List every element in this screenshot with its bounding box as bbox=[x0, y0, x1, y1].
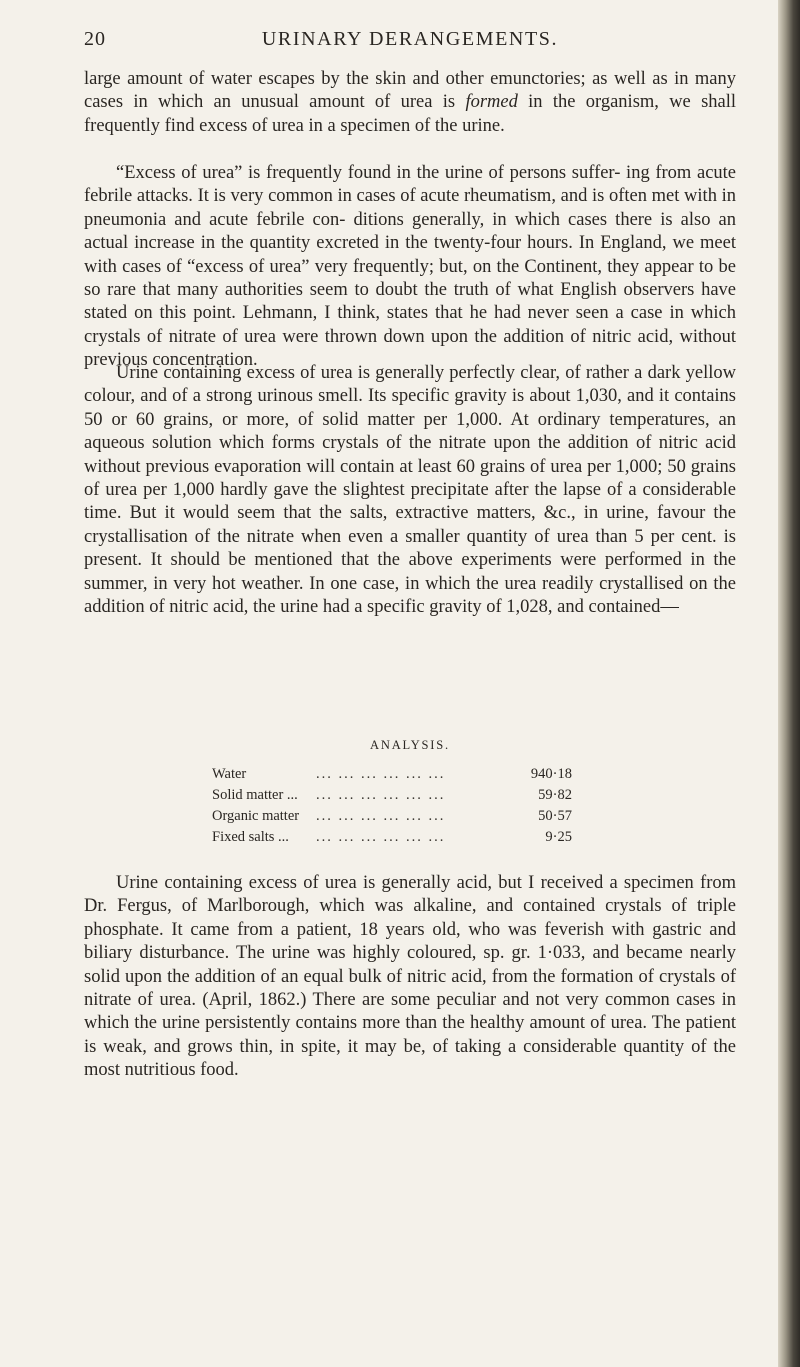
page-number: 20 bbox=[84, 28, 106, 50]
running-title: URINARY DERANGEMENTS. bbox=[261, 28, 559, 50]
paragraph-1-rest: in the organism, we shall frequently find excess of urea in a specimen of the urine. bbox=[84, 92, 737, 136]
page-header bbox=[84, 22, 736, 58]
paragraph-2: “Excess of urea” is frequently found in the urine of persons suffer- ing from acute febrile attacks. It is very common in cases of acute rheumatism, and is often met with in pneumonia and acute febrile con- ditions generally, in which cases there is also an actual increase in the quantity excreted in the twenty-four hours. In England, we meet with cases of “excess of urea” very frequently; but, on the Continent, they appear to be so rare that many authorities seem to doubt the truth of what English observers have stated on this point. Lehmann, I think, states that he had never seen a case in which crystals of nitrate of urea were thrown down upon the addition of nitric acid, without previous concentration. bbox=[84, 163, 736, 371]
analysis-value: 940·18 bbox=[530, 766, 572, 782]
paragraph-4: Urine containing excess of urea is generally acid, but I received a specimen from Dr. Fergus, of Marlborough, which was alkaline, and contained crystals of triple phosphate. It came from a patient, 18 years old, who was feverish with gastric and biliary disturbance. The urine was highly coloured, sp. gr. 1·033, and became nearly solid upon the addition of an equal bulk of nitric acid, from the formation of crystals of nitrate of urea. (April, 1862.) There are some peculiar and not very common cases in which the urine persistently contains more than the healthy amount of urea. The patient is weak, and grows thin, in spite, it may be, of taking a considerable quantity of the most nutritious food. bbox=[84, 873, 736, 1081]
analysis-row bbox=[212, 787, 572, 808]
paragraph-1-text: large amount of water escapes by the skin and other emunctories; as well as in many cases in which an unusual amount of urea is bbox=[84, 69, 736, 113]
analysis-label: Solid matter ... bbox=[212, 787, 304, 803]
analysis-label: Fixed salts ... bbox=[212, 829, 295, 845]
paragraph-1 bbox=[84, 68, 736, 138]
leader-dots: ... ... ... ... ... ... bbox=[316, 808, 446, 824]
leader-dots: ... ... ... ... ... ... bbox=[316, 787, 446, 803]
analysis-value: 59·82 bbox=[538, 787, 572, 803]
paragraph-1-emphasis: formed bbox=[465, 92, 518, 113]
analysis-label: Organic matter bbox=[212, 808, 305, 824]
analysis-row bbox=[212, 766, 572, 787]
leader-dots: ... ... ... ... ... ... bbox=[316, 829, 446, 845]
paragraph-3: Urine containing excess of urea is generally perfectly clear, of rather a dark yellow colour, and of a strong urinous smell. Its specific gravity is about 1,030, and it contains 50 or 60 grains, or more, of solid matter per 1,000. At ordinary temperatures, an aqueous solution which forms crystals of the nitrate upon the addition of nitric acid without previous evaporation will contain at least 60 grains of urea per 1,000; 50 grains of urea per 1,000 hardly gave the slightest precipitate after the lapse of a considerable time. But it would seem that the salts, extractive matters, &c., in urine, favour the crystallisation of the nitrate when even a smaller quantity of urea than 5 per cent. is present. It should be mentioned that the above experiments were performed in the summer, in very hot weather. In one case, in which the urea readily crystallised on the addition of nitric acid, the urine had a specific gravity of 1,028, and contained— bbox=[84, 363, 736, 618]
analysis-row bbox=[212, 829, 572, 850]
analysis-row bbox=[212, 808, 572, 829]
analysis-value: 9·25 bbox=[545, 829, 572, 845]
leader-dots: ... ... ... ... ... ... bbox=[316, 766, 446, 782]
page-edge-shadow bbox=[778, 0, 800, 1367]
analysis-label: Water bbox=[212, 766, 252, 782]
analysis-table bbox=[212, 766, 572, 850]
analysis-value: 50·57 bbox=[538, 808, 572, 824]
analysis-heading: ANALYSIS. bbox=[370, 738, 450, 752]
